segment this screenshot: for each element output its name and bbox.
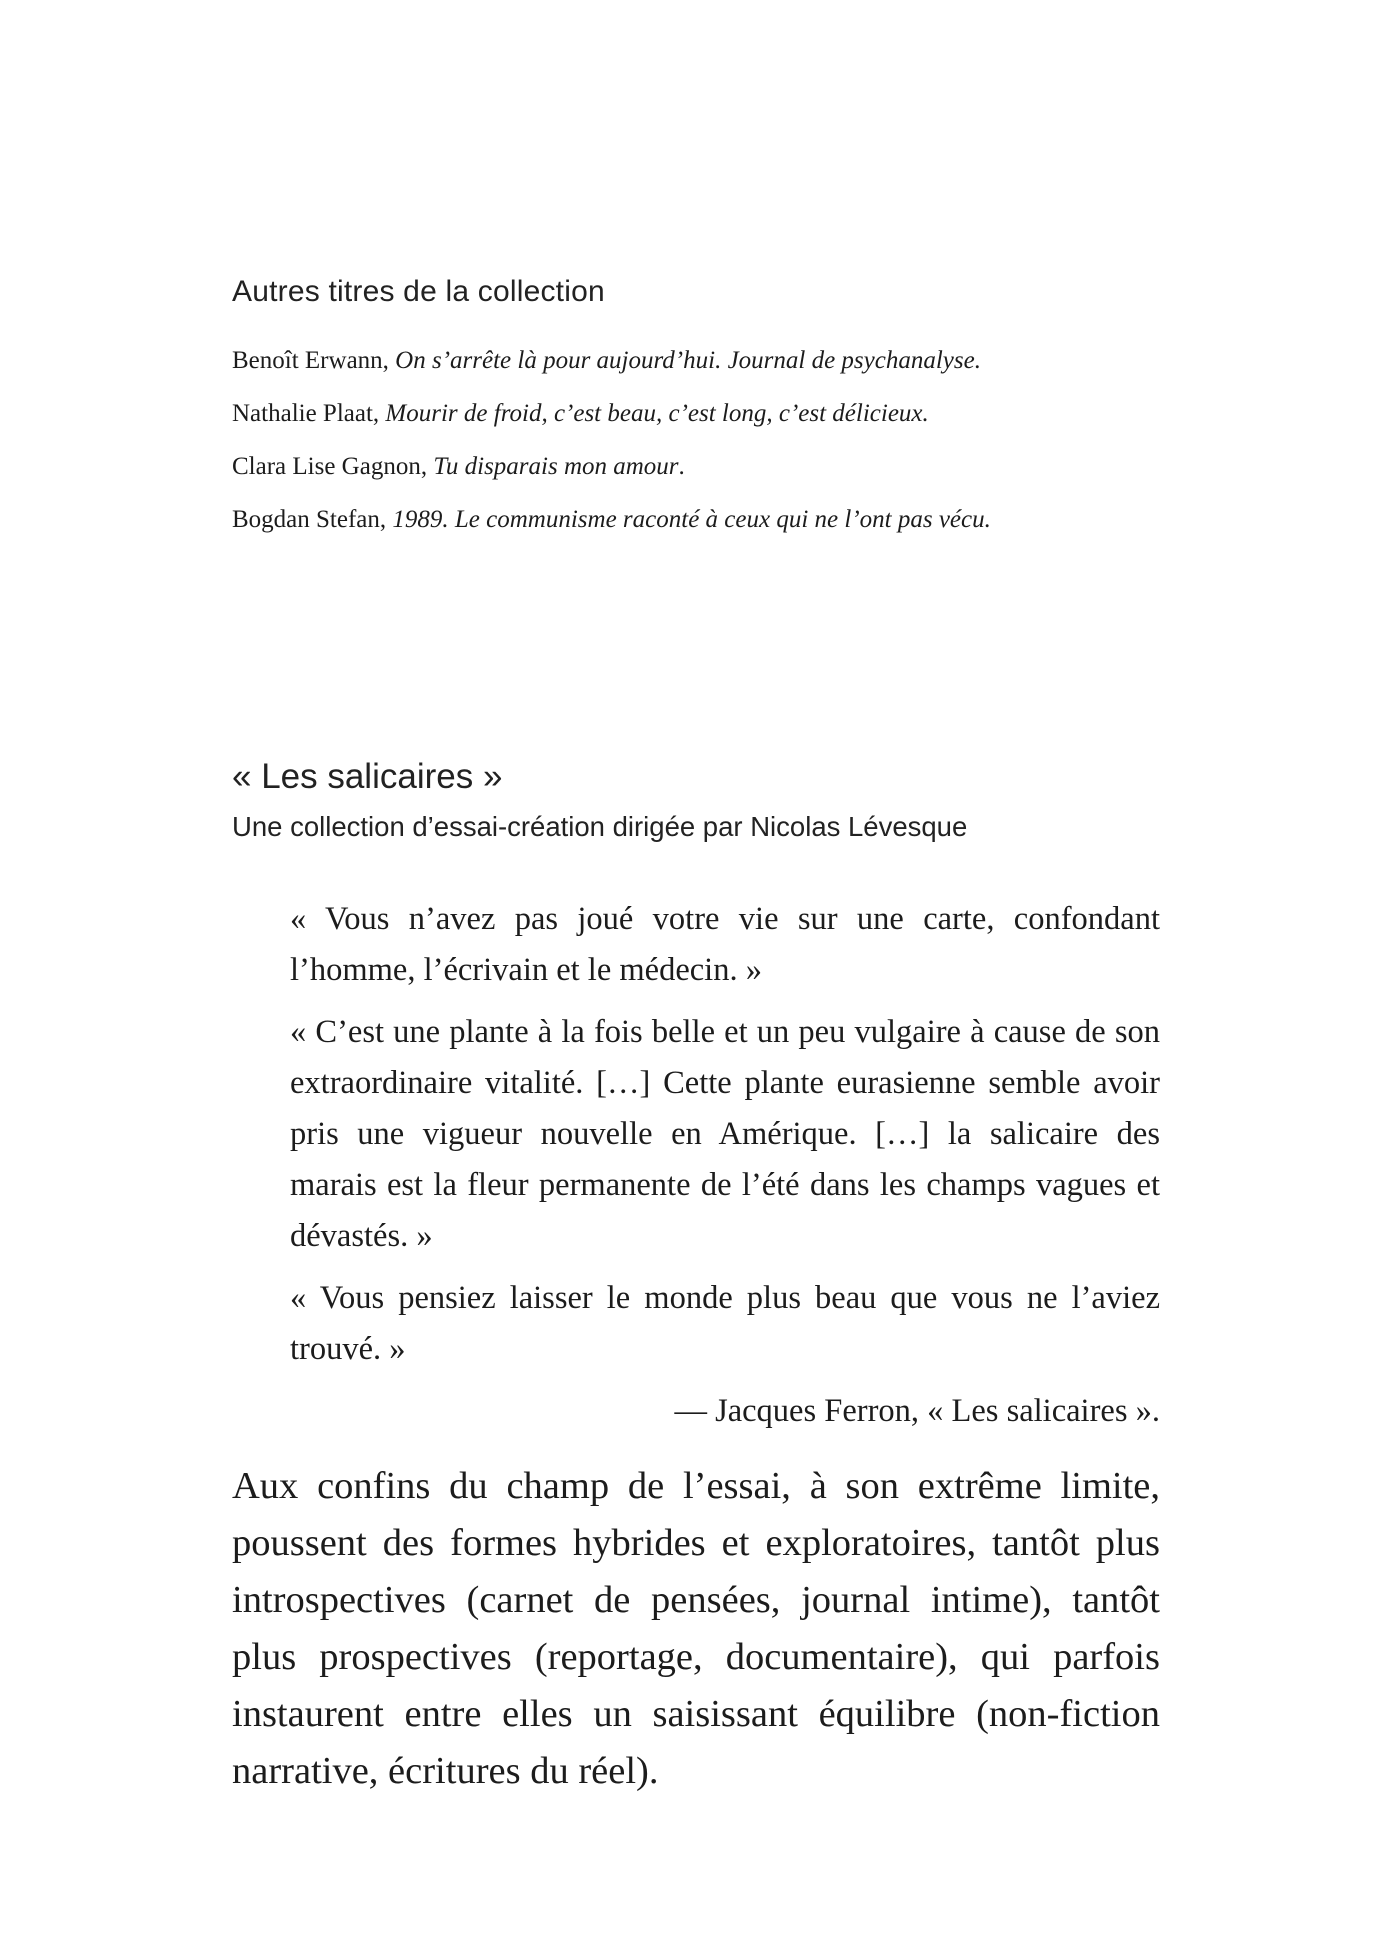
series-title: « Les salicaires » — [232, 757, 503, 796]
title-author: Bogdan Stefan, — [232, 506, 393, 533]
series-subtitle: Une collection d’essai-création dirigée par Nicolas Lévesque — [232, 811, 968, 842]
epigraph-attribution: — Jacques Ferron, « Les salicaires ». — [674, 1393, 1160, 1429]
book-title: On s’arrête là pour aujourd’hui. Journal de psychanalyse. — [395, 347, 981, 374]
title-author: Clara Lise Gagnon, — [232, 453, 434, 480]
book-title: Mourir de froid, c’est beau, c’est long, c’est délicieux. — [385, 400, 929, 427]
title-entry — [232, 440, 1192, 493]
epigraph-quote: « Vous n’avez pas joué votre vie sur une carte, confondant l’homme, l’écrivain et le médecin. » — [290, 901, 1160, 988]
other-titles-heading: Autres titres de la collection — [232, 275, 605, 308]
book-title: 1989. Le communisme raconté à ceux qui ne l’ont pas vécu. — [392, 506, 991, 533]
epigraph — [290, 894, 1160, 1437]
title-entry — [232, 493, 1192, 546]
epigraph-quote: « C’est une plante à la fois belle et un peu vulgaire à cause de son extraordinaire vitalité. […] Cette plante eurasienne semble avoir pris une vigueur nouvelle en Amérique. […] la salicaire des marais est la fleur permanente de l’été dans les champs vagues et dévastés. » — [290, 1014, 1160, 1254]
other-titles-list — [232, 334, 1192, 546]
title-punctuation: . — [678, 453, 685, 480]
epigraph-quote: « Vous pensiez laisser le monde plus beau que vous ne l’aviez trouvé. » — [290, 1280, 1160, 1367]
title-entry — [232, 334, 1192, 387]
title-author: Benoît Erwann, — [232, 347, 396, 374]
title-author: Nathalie Plaat, — [232, 400, 386, 427]
collection-description: Aux confins du champ de l’essai, à son extrême limite, poussent des formes hybrides et exploratoires, tantôt plus introspectives (carnet de pensées, journal intime), tantôt plus prospectives (reportage, documentaire), qui parfois instaurent entre elles un saisissant équilibre (non-fiction narrative, écritures du réel). — [232, 1465, 1160, 1792]
title-entry — [232, 387, 1192, 440]
book-title: Tu disparais mon amour — [433, 453, 679, 480]
